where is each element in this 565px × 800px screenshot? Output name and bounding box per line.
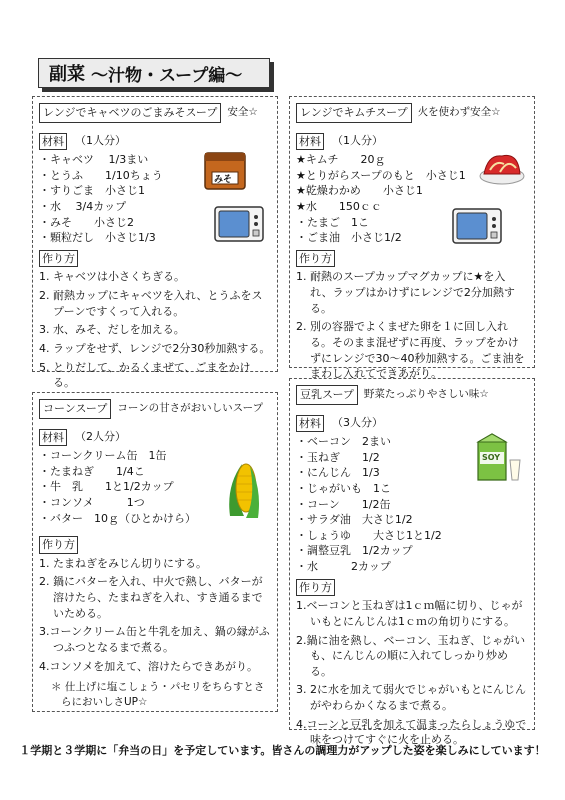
step: 4.コンソメを加えて、溶けたらできあがり。 [39,659,258,673]
list-item: ★とりがらスープのもと 小さじ1 [296,168,466,182]
list-item: ・しょうゆ 大さじ1と1/2 [296,528,442,542]
step: 3.コーンクリーム缶と牛乳を加え、鍋の縁がふつふつとなるまで煮る。 [39,625,270,654]
step: 5. とりだして、かるくまぜて、ごまをかける。 [39,360,251,390]
step: 3. 2に水を加えて弱火でじゃがいもとにんじんがやわらかくなるまで煮る。 [296,683,526,712]
kimchi-illustration [478,146,526,190]
list-item: ・ベーコン 2まい [296,435,391,449]
recipe-title: レンジでキムチスープ [296,103,412,123]
page-title [38,58,270,88]
soy-label: SOY [482,453,501,462]
ingredients-label: 材料 [39,429,67,447]
steps-label: 作り方 [39,536,78,554]
list-item: ・水 3/4カップ [39,200,127,214]
list-item: ・みそ 小さじ2 [39,215,134,229]
microwave-icon [214,206,264,248]
recipe-subtitle: 火を使わず安全☆ [417,106,501,119]
list-item: ・すりごま 小さじ1 [39,184,145,198]
list-item: ・たまご 1こ [296,215,369,229]
miso-label: みそ [214,175,233,185]
list-item: ・玉ねぎ 1/2 [296,450,380,464]
step: 2. 耐熱カップにキャベツを入れ、とうふをスプーンですくって入れる。 [39,289,263,318]
soy-milk-illustration [474,432,524,488]
ingredients-label: 材料 [296,415,324,433]
list-item: ・コンソメ 1つ [39,496,145,510]
step: 2.鍋に油を熱し、ベーコン、玉ねぎ、じゃがいも、にんじんの順に入れてしっかり炒める。 [296,633,526,678]
ingredients-label: 材料 [296,133,324,151]
recipe-card-soy [289,378,535,747]
miso-box-illustration [204,152,246,190]
step: 3. 水、みそ、だしを加える。 [39,323,185,337]
servings: （2人分） [75,429,126,443]
servings: （1人分） [75,133,126,147]
recipe-title: レンジでキャベツのごまみそスープ [39,103,221,123]
list-item: ・コーンクリーム缶 1缶 [39,449,167,463]
list-item: ・じゃがいも 1こ [296,482,391,496]
step: 2. 鍋にバターを入れ、中火で熱し、バターが溶けたら、たまねぎを入れ、すき通るまでいためる。 [39,575,263,620]
list-item: ・調整豆乳 1/2カップ [296,544,413,558]
recipe-subtitle: 安全☆ [227,106,258,119]
step: 4.コーンと豆乳を加えて温まったらしょうゆで味をつけてすぐに火を止める。 [296,717,527,747]
list-item: ・水 2カップ [296,560,391,574]
recipe-subtitle: コーンの甘さがおいしいスープ [117,402,264,415]
corn-illustration [222,456,266,528]
list-item: ・顆粒だし 小さじ1/3 [39,231,156,245]
recipe-title: コーンスープ [39,399,111,419]
steps-label: 作り方 [296,579,335,597]
list-item: ★キムチ 20ｇ [296,153,386,167]
list-item: ・たまねぎ 1/4こ [39,464,145,478]
list-item: ・にんじん 1/3 [296,466,380,480]
list-item: ・コーン 1/2缶 [296,497,391,511]
recipe-card-corn [32,392,278,712]
step: 2. 別の容器でよくまぜた卵を１に回し入れる。そのまま混ぜずに再度、ラップをかけずにレンジで30～40秒加熱する。ごま油をまわし入れてできあがり。 [296,320,525,381]
list-item: ・サラダ油 大さじ1/2 [296,513,413,527]
list-item: ・ごま油 小さじ1/2 [296,231,402,245]
list-item: ・とうふ 1/10ちょう [39,168,163,182]
step: 1. たまねぎをみじん切りにする。 [39,556,207,570]
footer-note: １学期と３学期に「弁当の日」を予定しています。皆さんの調理力がアップした姿を楽しみにしています！ [19,744,546,757]
list-item: ・キャベツ 1/3まい [39,153,149,167]
servings: （1人分） [332,133,383,147]
steps-label: 作り方 [296,250,335,268]
list-item: ・牛 乳 1と1/2カップ [39,480,174,494]
steps-label: 作り方 [39,250,78,268]
step: 1. キャベツは小さくちぎる。 [39,270,185,284]
page-title-sub: ～汁物・スープ編～ [91,65,243,86]
step: 4. ラップをせず、レンジで2分30秒加熱する。 [39,341,271,355]
microwave-icon [452,208,502,250]
tip-note: ＊ 仕上げに塩こしょう・パセリをちらすとさらにおいしさUP☆ [51,681,265,709]
list-item: ・バター 10ｇ（ひとかけら） [39,511,196,525]
recipe-title: 豆乳スープ [296,385,358,405]
servings: （3人分） [332,415,383,429]
page-title-main: 副菜 [49,64,85,85]
step: 1.ベーコンと玉ねぎは1ｃｍ幅に切り、じゃがいもとにんじんは1ｃｍの角切りにする。 [296,599,523,628]
ingredients-label: 材料 [39,133,67,151]
list-item: ★乾燥わかめ 小さじ1 [296,184,423,198]
recipe-subtitle: 野菜たっぷりやさしい味☆ [363,388,489,401]
list-item: ★水 150ｃｃ [296,200,382,214]
step: 1. 耐熱のスープカップマグカップに★を入れ、ラップはかけずにレンジで2分加熱する。 [296,270,515,315]
